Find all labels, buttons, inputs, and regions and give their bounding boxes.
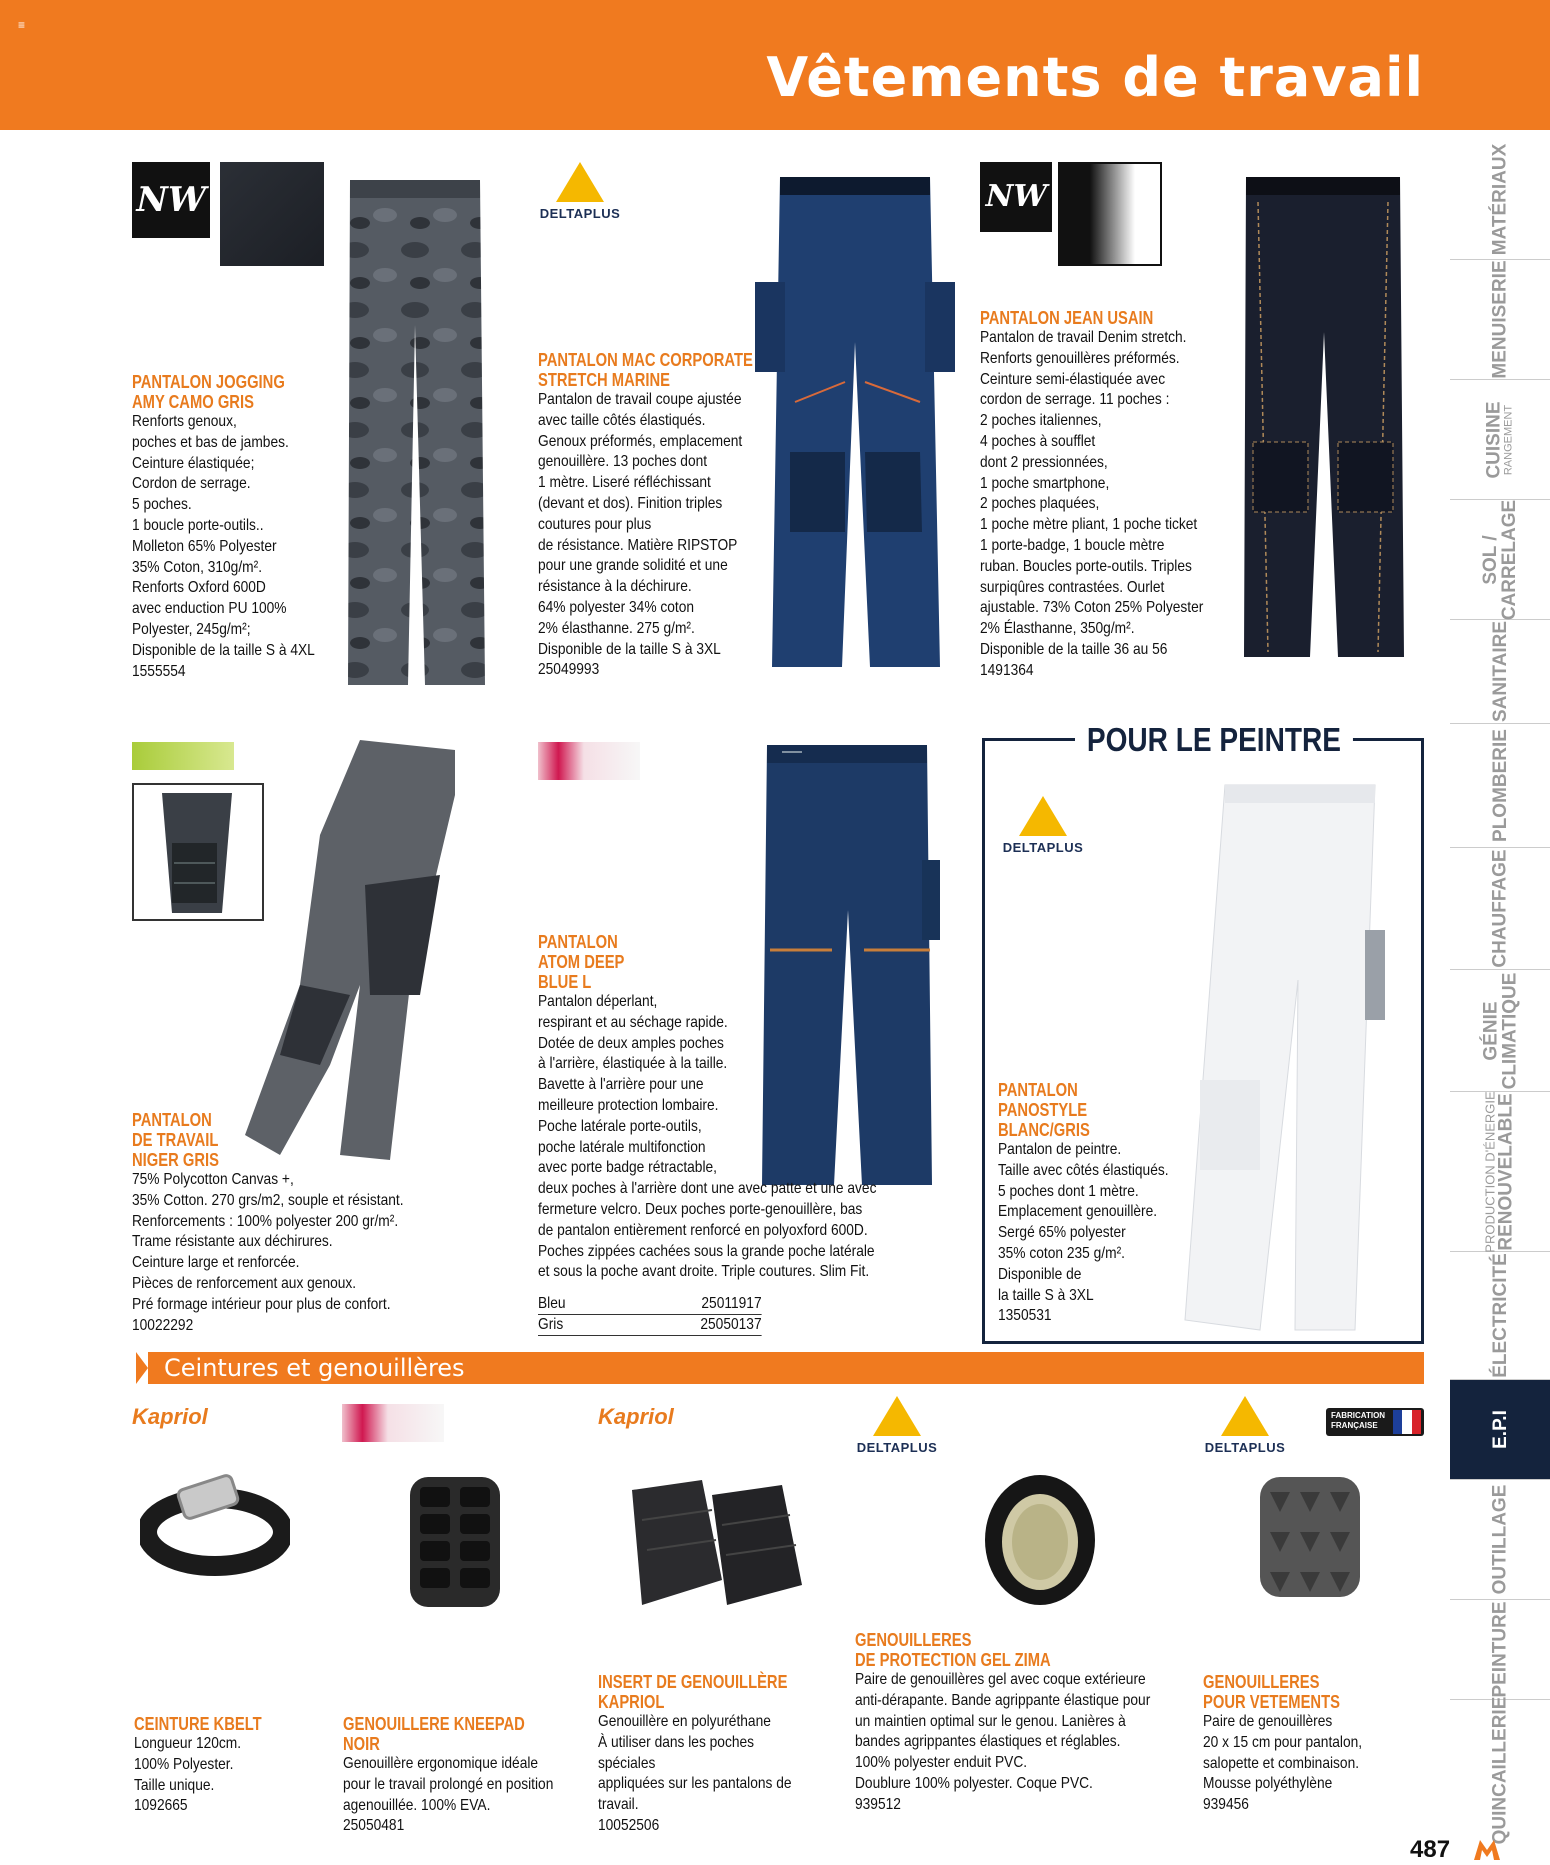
- section-title: Ceintures et genouillères: [164, 1354, 465, 1382]
- reference-table: [538, 1294, 762, 1336]
- kapriol-brand-logo: Kapriol: [132, 1404, 208, 1429]
- product-description: 75% Polycotton Canvas +, 35% Cotton. 270 grs/m2, souple et résistant. Renforcements : 100% polyester 200 gr/m². Trame résistante aux déchirures. Ceinture large et renforcée. Pièces de renforcement aux genoux. Pré formage intérieur pour plus de confort. 10022292: [132, 1171, 404, 1334]
- box-title: POUR LE PEINTRE: [1075, 721, 1353, 759]
- product-jean-usain: [980, 308, 1330, 682]
- section-header-ceintures: [136, 1352, 1424, 1384]
- product-description: Paire de genouillères gel avec coque extérieure anti-dérapante. Bande agrippante élastique pour un maintien optimal sur le genou. Lanières à bandes agrippantes élastiques et réglables. 100% polyester enduit PVC. Doublure 100% polyester. Coque PVC. 939512: [855, 1671, 1151, 1813]
- sidebar-item-sol-carrelage[interactable]: SOL / CARRELAGE: [1450, 500, 1550, 620]
- product-niger-gris: [132, 1110, 552, 1336]
- product-title: INSERT DE GENOUILLÈRE KAPRIOL: [598, 1672, 788, 1712]
- reference-row: Bleu 25011917: [538, 1294, 762, 1315]
- kapriol-brand-logo: Kapriol: [598, 1404, 674, 1429]
- product-title: PANTALON ATOM DEEP BLUE L: [538, 932, 625, 992]
- product-description: Genouillère en polyuréthane À utiliser dans les poches spéciales appliquées sur les pantalons de travail. 10052506: [598, 1713, 792, 1834]
- sidebar-item-chauffage[interactable]: CHAUFFAGE: [1450, 848, 1550, 970]
- sidebar-item-genie-climatique[interactable]: GÉNIE CLIMATIQUE: [1450, 970, 1550, 1092]
- sidebar-item-materiaux[interactable]: MATÉRIAUX: [1450, 140, 1550, 260]
- sidebar-item-peinture[interactable]: PEINTURE: [1450, 1600, 1550, 1700]
- brand-label-image: [342, 1404, 444, 1442]
- sidebar-item-electricite[interactable]: ÉLECTRICITÉ: [1450, 1252, 1550, 1380]
- page-title: Vêtements de travail: [766, 46, 1424, 109]
- sidebar-item-plomberie[interactable]: PLOMBERIE: [1450, 724, 1550, 848]
- product-ceinture-kbelt: [134, 1714, 334, 1817]
- product-description: Pantalon de travail Denim stretch. Renforts genouillères préformés. Ceinture semi-élastiquée avec cordon de serrage. 11 poches : 2 poches italiennes, 4 poches à soufflet dont 2 pressionnées, 1 poche smartphone, 2 poches plaquées, 1 poche mètre pliant, 1 poche ticket 1 porte-badge, 1 boucle mètre ruban. Boucles porte-outils. Triples surpiqûres contrastées. Ourlet ajustable. 73% Coton 25% Polyester 2% Élasthanne, 350g/m². Disponible de la taille 36 au 56 1491364: [980, 329, 1204, 679]
- product-gel-zima: [855, 1630, 1205, 1816]
- sidebar-item-energie-renouvelable[interactable]: PRODUCTION D'ÉNERGIE RENOUVELABLE: [1450, 1092, 1550, 1252]
- product-title: PANTALON PANOSTYLE BLANC/GRIS: [998, 1080, 1090, 1140]
- genouillere-kneepad-image: [405, 1472, 505, 1612]
- page-header: [0, 0, 1550, 130]
- product-description: Renforts genoux, poches et bas de jambes. Ceinture élastiquée; Cordon de serrage. 5 poches. 1 boucle porte-outils.. Molleton 65% Polyester 35% Coton, 310g/m². Renforts Oxford 600D avec enduction PU 100% Polyester, 245g/m²; Disponible de la taille S à 4XL 1555554: [132, 413, 315, 680]
- product-insert-genouillere: [598, 1672, 848, 1837]
- sidebar-item-menuiserie[interactable]: MENUISERIE: [1450, 260, 1550, 380]
- genouilleres-gel-zima-image: [980, 1470, 1100, 1610]
- product-title: PANTALON JEAN USAIN: [980, 308, 1154, 328]
- deltaplus-brand-logo: DELTAPLUS: [988, 796, 1098, 866]
- nw-brand-logo: NW: [132, 162, 210, 238]
- product-amy-camo: [132, 372, 472, 682]
- brand-label-image: [538, 742, 640, 780]
- reference-row: Gris 25050137: [538, 1315, 762, 1336]
- nw-brand-logo: NW: [980, 162, 1052, 232]
- product-description: Pantalon de peintre. Taille avec côtés élastiqués. 5 poches dont 1 mètre. Emplacement genouillère. Sergé 65% polyester 35% coton 235 g/m². Disponible de la taille S à 3XL 1350531: [998, 1141, 1169, 1325]
- brand-label-image: [132, 742, 234, 770]
- brand-m-icon: [1472, 1838, 1502, 1862]
- product-title: CEINTURE KBELT: [134, 1714, 262, 1734]
- product-title: PANTALON DE TRAVAIL NIGER GRIS: [132, 1110, 219, 1170]
- deltaplus-brand-logo: DELTAPLUS: [842, 1396, 952, 1466]
- fabrication-francaise-badge: FABRICATION FRANÇAISE: [1326, 1408, 1424, 1436]
- sidebar-item-epi[interactable]: E.P.I: [1450, 1380, 1550, 1480]
- sidebar-item-quincaillerie[interactable]: QUINCAILLERIE: [1489, 1696, 1511, 1844]
- product-description: Genouillère ergonomique idéale pour le travail prolongé en position agenouillée. 100% EVA. 25050481: [343, 1755, 554, 1835]
- product-description: Longueur 120cm. 100% Polyester. Taille unique. 1092665: [134, 1735, 242, 1815]
- deltaplus-brand-logo: DELTAPLUS: [1190, 1396, 1300, 1466]
- product-atom-deep-blue: [538, 932, 948, 1283]
- product-title: GENOUILLERES DE PROTECTION GEL ZIMA: [855, 1630, 1051, 1670]
- fabric-swatch-image: [1058, 162, 1162, 266]
- insert-genouillere-image: [612, 1470, 812, 1620]
- sidebar-item-outillage[interactable]: OUTILLAGE: [1450, 1480, 1550, 1600]
- page-number: 487: [1410, 1836, 1451, 1863]
- pantalon-niger-gris-image: [240, 735, 500, 1165]
- product-title: GENOUILLERE KNEEPAD NOIR: [343, 1714, 525, 1754]
- category-sidebar: [1450, 140, 1550, 1844]
- product-title: PANTALON MAC CORPORATE STRETCH MARINE: [538, 350, 753, 390]
- french-flag-icon: [1393, 1410, 1421, 1434]
- deltaplus-brand-logo: DELTAPLUS: [525, 162, 635, 232]
- product-description: Pantalon de travail coupe ajustée avec taille côtés élastiqués. Genoux préformés, emplacement genouillère. 13 poches dont 1 mètre. Liseré réfléchissant (devant et dos). Finition triples coutures pour plus de résistance. Matière RIPSTOP pour une grande solidité et une résistance à la déchirure. 64% polyester 34% coton 2% élasthanne. 275 g/m². Disponible de la taille S à 3XL 25049993: [538, 391, 743, 679]
- ceinture-kbelt-image: [140, 1470, 290, 1580]
- product-panostyle: [998, 1080, 1258, 1327]
- product-title: GENOUILLERES POUR VETEMENTS: [1203, 1672, 1340, 1712]
- product-kneepad-noir: [343, 1714, 603, 1837]
- genouilleres-vetements-image: [1255, 1472, 1365, 1602]
- product-genouilleres-vetements: [1203, 1672, 1433, 1816]
- sidebar-item-cuisine[interactable]: CUISINE RANGEMENT: [1450, 380, 1550, 500]
- product-mac-corporate: [538, 350, 878, 681]
- fabric-swatch-image: [220, 162, 324, 266]
- product-description: Paire de genouillères 20 x 15 cm pour pantalon, salopette et combinaison. Mousse polyéthylène 939456: [1203, 1713, 1363, 1814]
- product-title: PANTALON JOGGING AMY CAMO GRIS: [132, 372, 285, 412]
- product-description: Pantalon déperlant, respirant et au séchage rapide. Dotée de deux amples poches à l'arrière, élastiquée à la taille. Bavette à l'arrière pour une meilleure protection lombaire. Poche latérale porte-outils, poche latérale multifonction avec porte badge rétractable, deux poches à l'arrière dont une avec patte et une avec fermeture velcro. Deux poches porte-genouillère, bas de pantalon entièrement renforcé en polyoxford 600D. Poches zippées cachées sous la grande poche latérale et sous la poche avant droite. Triple coutures. Slim Fit.: [538, 993, 877, 1281]
- menu-icon[interactable]: ≡: [18, 18, 26, 32]
- sidebar-item-sanitaire[interactable]: SANITAIRE: [1450, 620, 1550, 724]
